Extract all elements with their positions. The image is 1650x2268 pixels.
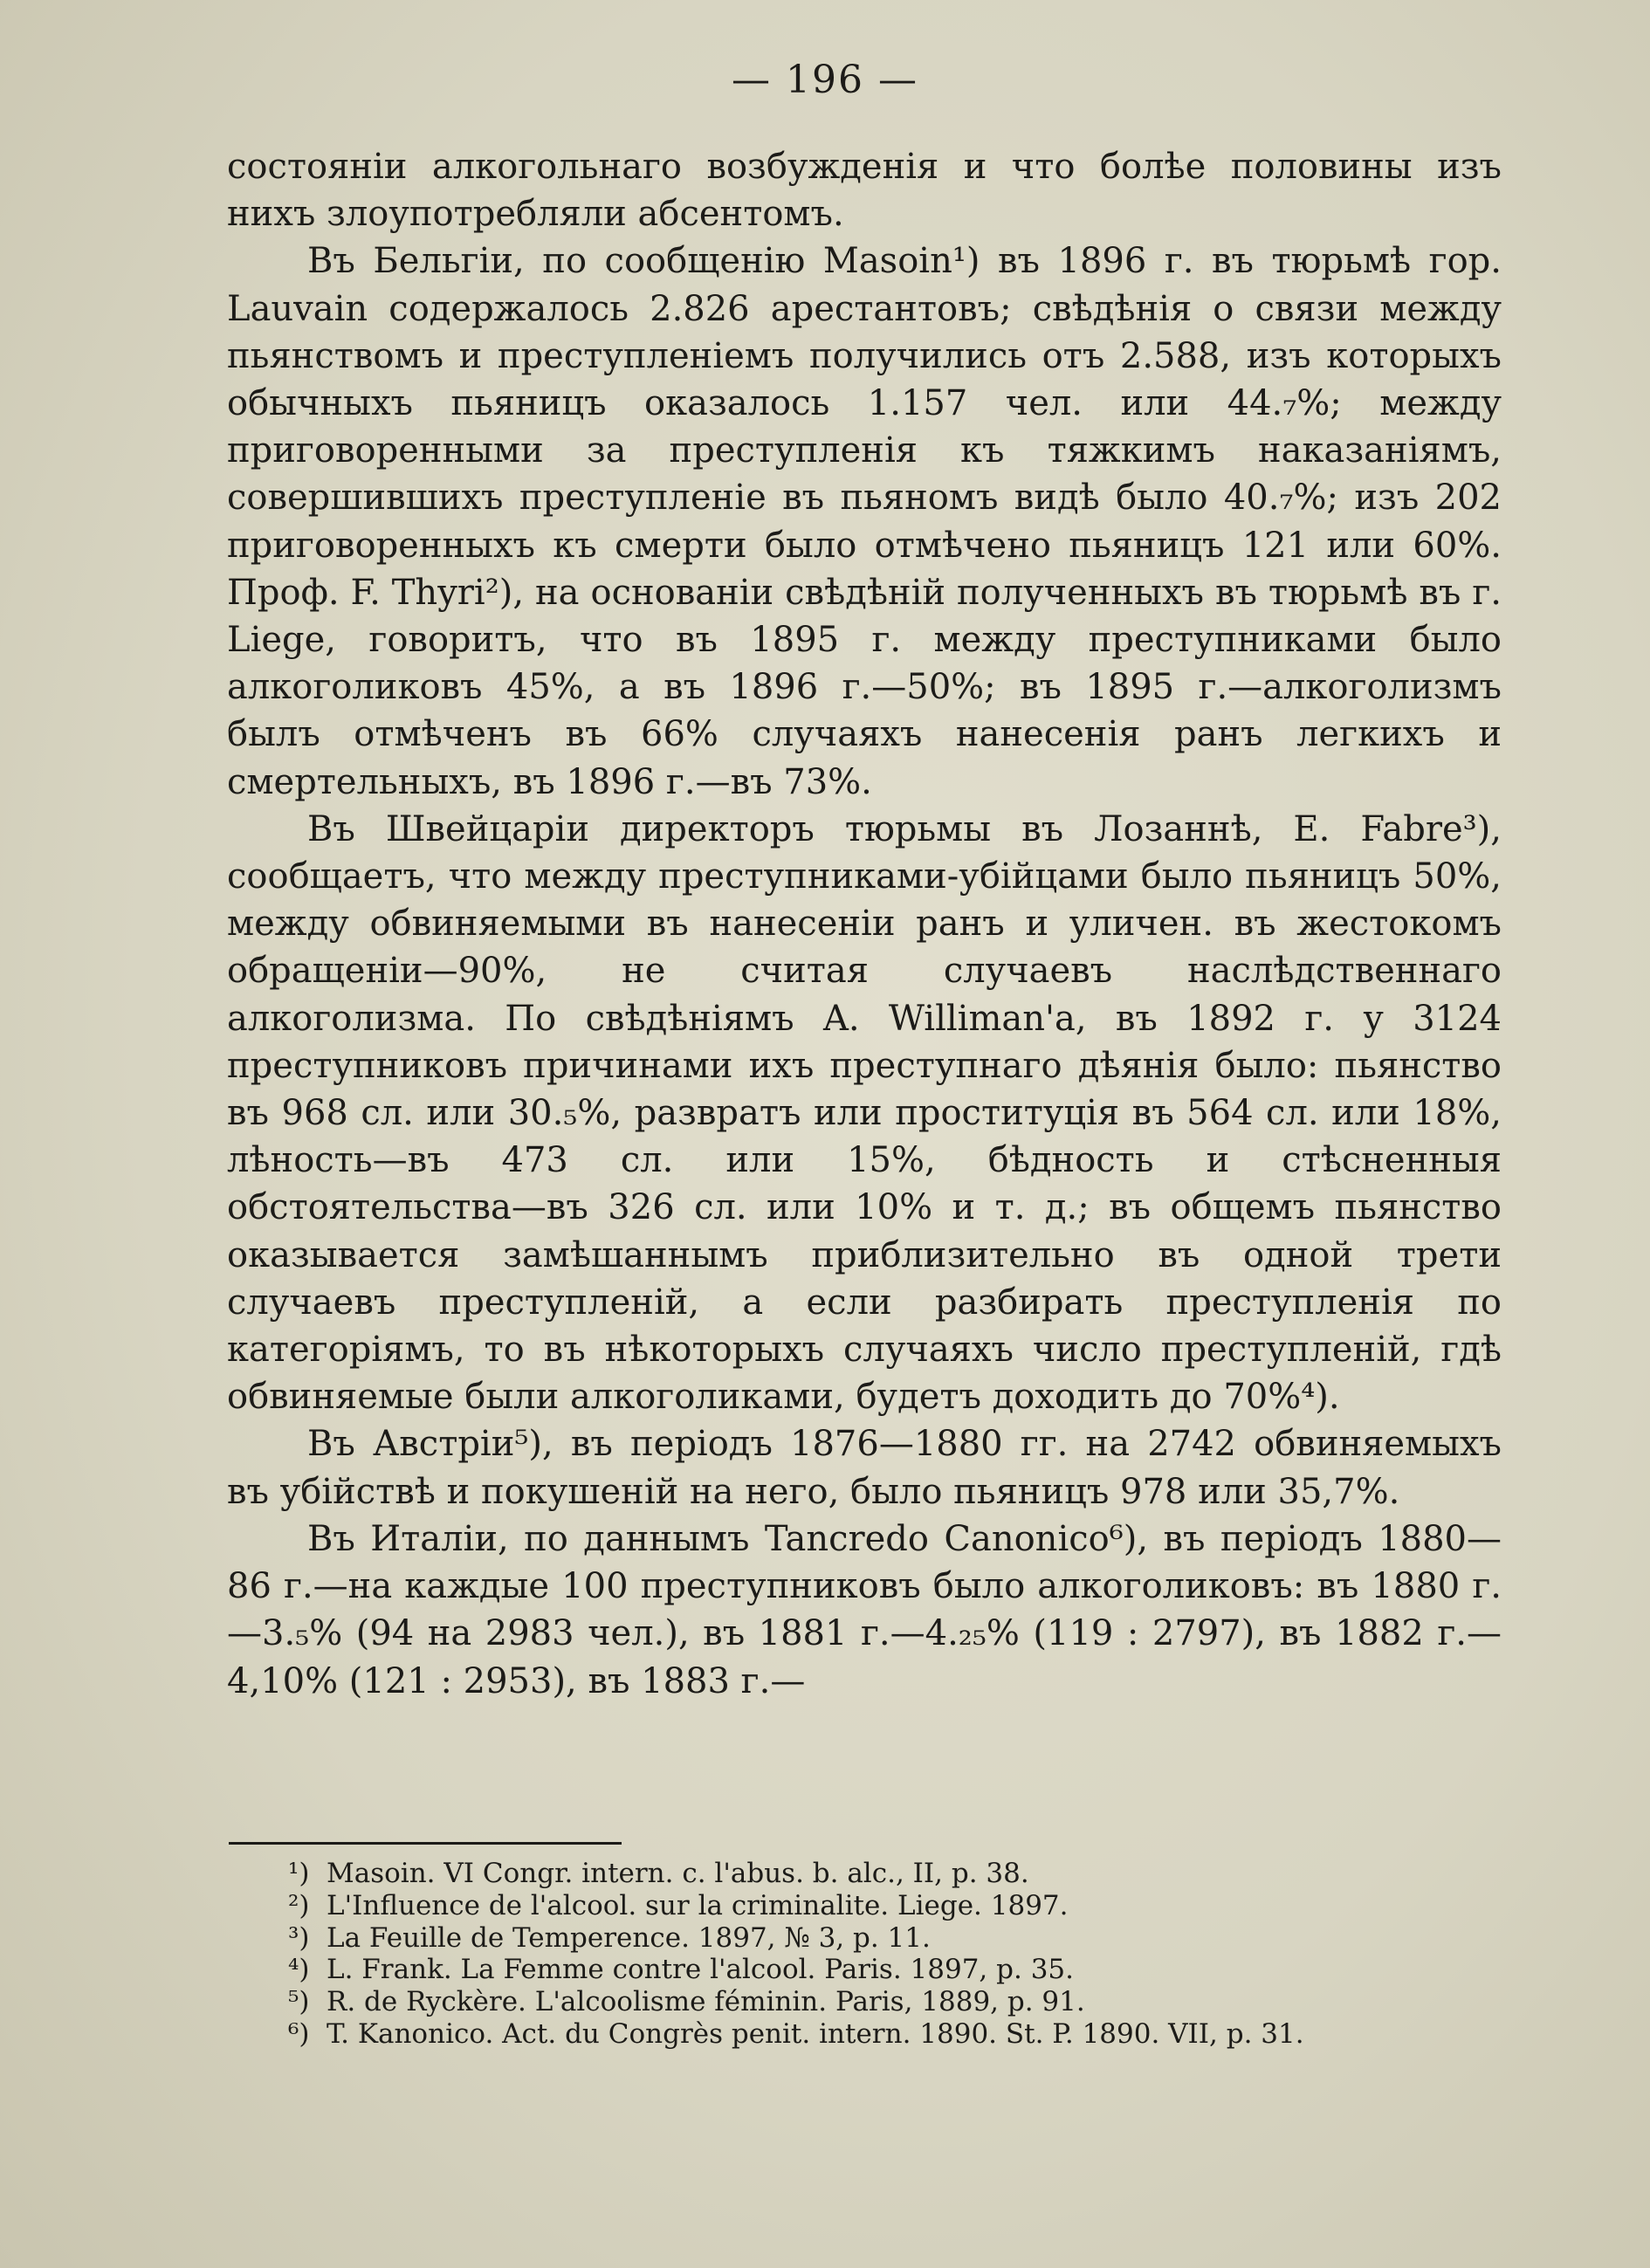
main-text [227, 143, 1502, 1705]
footnote-marker: ⁵) [288, 1986, 310, 2018]
footnote [288, 2018, 1510, 2051]
footnote-marker: ⁶) [288, 2017, 310, 2050]
footnote [288, 1954, 1510, 1986]
footnote-marker: ⁴) [288, 1954, 310, 1986]
footnote [288, 1858, 1510, 1890]
footnote [288, 1986, 1510, 2018]
footnote-text: Masoin. VI Congr. intern. c. l'abus. b. alc., II, p. 38. [327, 1858, 1029, 1889]
footnote-marker: ³) [288, 1921, 310, 1954]
footnote-divider [229, 1842, 622, 1845]
paragraph-belgium: Въ Бельгіи, по сообщенію Masoin¹) въ 1896 г. въ тюрьмѣ гор. Lauvain содержалось 2.826 арестантовъ; свѣдѣнія о связи между пьянствомъ и преступленіемъ получились отъ 2.588, изъ которыхъ обычныхъ пьяницъ оказалось 1.157 чел. или 44.₇%; между приговоренными за преступленія къ тяжкимъ наказаніямъ, совершившихъ преступленіе въ пьяномъ видѣ было 40.₇%; изъ 202 приговоренныхъ къ смерти было отмѣчено пьяницъ 121 или 60%. Проф. F. Thyri²), на основаніи свѣдѣній полученныхъ въ тюрьмѣ въ г. Liege, говоритъ, что въ 1895 г. между преступниками было алкоголиковъ 45%, а въ 1896 г.—50%; въ 1895 г.—алкоголизмъ былъ отмѣченъ въ 66% случаяхъ нанесенія ранъ легкихъ и смертельныхъ, въ 1896 г.—въ 73%. [227, 241, 1502, 802]
page-number: — 196 — [732, 58, 918, 102]
footnote-marker: ²) [288, 1889, 310, 1921]
footnote-text: La Feuille de Temperence. 1897, № 3, p. 11. [327, 1921, 931, 1954]
footnote-text: T. Kanonico. Act. du Congrès penit. intern. 1890. St. P. 1890. VII, p. 31. [327, 2017, 1304, 2050]
footnote-marker: ¹) [288, 1858, 310, 1889]
paragraph-switzerland: Въ Швейцаріи директоръ тюрьмы въ Лозаннѣ, E. Fabre³), сообщаетъ, что между преступниками-убійцами было пьяницъ 50%, между обвиняемыми въ нанесеніи ранъ и уличен. въ жестокомъ обращеніи—90%, не считая случаевъ наслѣдственнаго алкоголизма. По свѣдѣніямъ A. Williman'a, въ 1892 г. у 3124 преступниковъ причинами ихъ преступнаго дѣянія было: пьянство въ 968 сл. или 30.₅%, развратъ или проституція въ 564 сл. или 18%, лѣность—въ 473 сл. или 15%, бѣдность и стѣсненныя обстоятельства—въ 326 сл. или 10% и т. д.; въ общемъ пьянство оказывается замѣшаннымъ приблизительно въ одной трети случаевъ преступленій, а если разбирать преступленія по категоріямъ, то въ нѣкоторыхъ случаяхъ число преступленій, гдѣ обвиняемые были алкоголиками, будетъ доходить до 70%⁴). [227, 808, 1502, 1418]
footnote-text: L'Influence de l'alcool. sur la criminalite. Liege. 1897. [327, 1889, 1069, 1921]
footnote [288, 1890, 1510, 1922]
footnotes [288, 1858, 1510, 2051]
paragraph-italy: Въ Италіи, по даннымъ Tancredo Canonico⁶), въ періодъ 1880—86 г.—на каждые 100 преступниковъ было алкоголиковъ: въ 1880 г.—3.₅% (94 на 2983 чел.), въ 1881 г.—4.₂₅% (119 : 2797), въ 1882 г.—4,10% (121 : 2953), въ 1883 г.— [227, 1518, 1502, 1701]
paragraph-austria: Въ Австріи⁵), въ періодъ 1876—1880 гг. на 2742 обвиняемыхъ въ убійствѣ и покушеній на него, было пьяницъ 978 или 35,7%. [227, 1424, 1502, 1512]
footnote-text: L. Frank. La Femme contre l'alcool. Paris. 1897, p. 35. [327, 1954, 1074, 1986]
footnote-text: R. de Ryckère. L'alcoolisme féminin. Paris, 1889, p. 91. [327, 1986, 1085, 2018]
paragraph-continuation: состояніи алкогольнаго возбужденія и что болѣе половины изъ нихъ злоупотребляли абсентомъ. [227, 147, 1502, 235]
footnote [288, 1922, 1510, 1955]
